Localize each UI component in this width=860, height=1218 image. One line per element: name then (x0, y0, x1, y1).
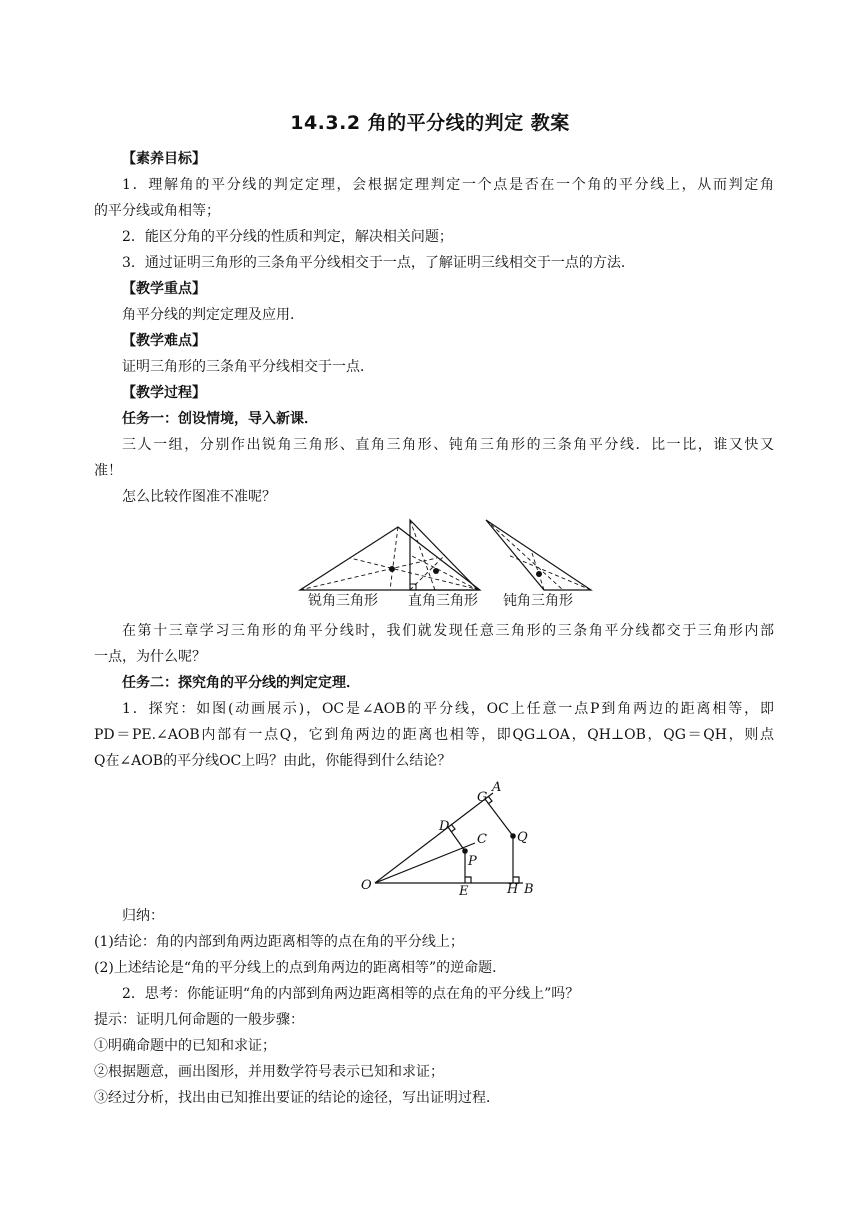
label-C: C (477, 832, 487, 847)
paragraph-line: 3．通过证明三角形的三条角平分线相交于一点，了解证明三线相交于一点的方法． (122, 255, 635, 271)
paragraph-line: 角平分线的判定定理及应用． (122, 307, 304, 323)
paragraph-line: 2．思考：你能证明“角的内部到角两边距离相等的点在角的平分线上”吗？ (122, 986, 580, 1002)
figure-caption-acute: 锐角三角形 (308, 593, 378, 609)
acute-triangle (300, 527, 480, 590)
label-H: H (507, 882, 519, 897)
paragraph-line: (1)结论：角的内部到角两边距离相等的点在角的平分线上； (94, 934, 464, 950)
section-heading-difficulty: 【教学难点】 (122, 333, 206, 349)
figure-caption-obtuse: 钝角三角形 (503, 593, 573, 609)
angle-bisector-figure (355, 775, 545, 900)
label-G: G (477, 790, 488, 805)
ray-OA (375, 793, 493, 883)
section-heading-goals: 【素养目标】 (122, 151, 206, 167)
right-angle-mark (451, 824, 455, 832)
right-angle-mark (465, 877, 471, 883)
section-heading-process: 【教学过程】 (122, 385, 206, 401)
paragraph-line: 的平分线或角相等； (94, 203, 220, 219)
task-heading-1: 任务一：创设情境，导入新课． (122, 411, 318, 427)
label-E: E (459, 884, 469, 899)
paragraph-line: 一点，为什么呢？ (94, 649, 206, 665)
point-Q (510, 833, 516, 839)
obtuse-triangle (486, 520, 591, 590)
paragraph-line: (2)上述结论是“角的平分线上的点到角两边的距离相等”的逆命题． (94, 960, 507, 976)
paragraph-line: PD＝PE.∠AOB内部有一点Q，它到角两边的距离也相等，即QG⊥OA，QH⊥OB，QG＝QH，则点 (94, 727, 774, 743)
paragraph-line: 证明三角形的三条角平分线相交于一点． (122, 359, 374, 375)
paragraph-line: ①明确命题中的已知和求证； (94, 1038, 276, 1054)
paragraph-line: 2．能区分角的平分线的性质和判定，解决相关问题； (122, 229, 453, 245)
page-title: 14.3.2 角的平分线的判定 教案 (290, 112, 570, 134)
bisector-OC (375, 843, 475, 883)
section-heading-key: 【教学重点】 (122, 281, 206, 297)
label-D: D (439, 819, 450, 834)
label-B: B (524, 882, 534, 897)
task-heading-2: 任务二：探究角的平分线的判定定理． (122, 675, 360, 691)
figure-caption-right: 直角三角形 (408, 593, 478, 609)
label-Q: Q (517, 830, 528, 845)
label-A: A (492, 780, 502, 795)
paragraph-line: 提示：证明几何命题的一般步骤： (94, 1012, 304, 1028)
paragraph-line: 归纳： (122, 908, 164, 924)
paragraph-line: 1．探究：如图(动画展示)，OC是∠AOB的平分线，OC上任意一点P到角两边的距离相等，即 (122, 701, 774, 717)
paragraph-line: ③经过分析，找出由已知推出要证的结论的途径，写出证明过程． (94, 1090, 500, 1106)
paragraph-line: 怎么比较作图准不准呢？ (122, 489, 276, 505)
paragraph-line: 准！ (94, 463, 122, 479)
point-P (462, 848, 468, 854)
label-O: O (361, 878, 372, 893)
label-P: P (468, 854, 477, 869)
paragraph-line: ②根据题意，画出图形，并用数学符号表示已知和求证； (94, 1064, 444, 1080)
paragraph-line: Q在∠AOB的平分线OC上吗？由此，你能得到什么结论？ (94, 753, 452, 769)
paragraph-line: 1．理解角的平分线的判定定理，会根据定理判定一个点是否在一个角的平分线上，从而判定角 (122, 177, 774, 193)
segment-PD (448, 827, 465, 851)
segment-QG (485, 799, 513, 836)
paragraph-line: 三人一组，分别作出锐角三角形、直角三角形、钝角三角形的三条角平分线．比一比，谁又快又 (122, 437, 774, 453)
paragraph-line: 在第十三章学习三角形的角平分线时，我们就发现任意三角形的三条角平分线都交于三角形内部 (122, 623, 774, 639)
